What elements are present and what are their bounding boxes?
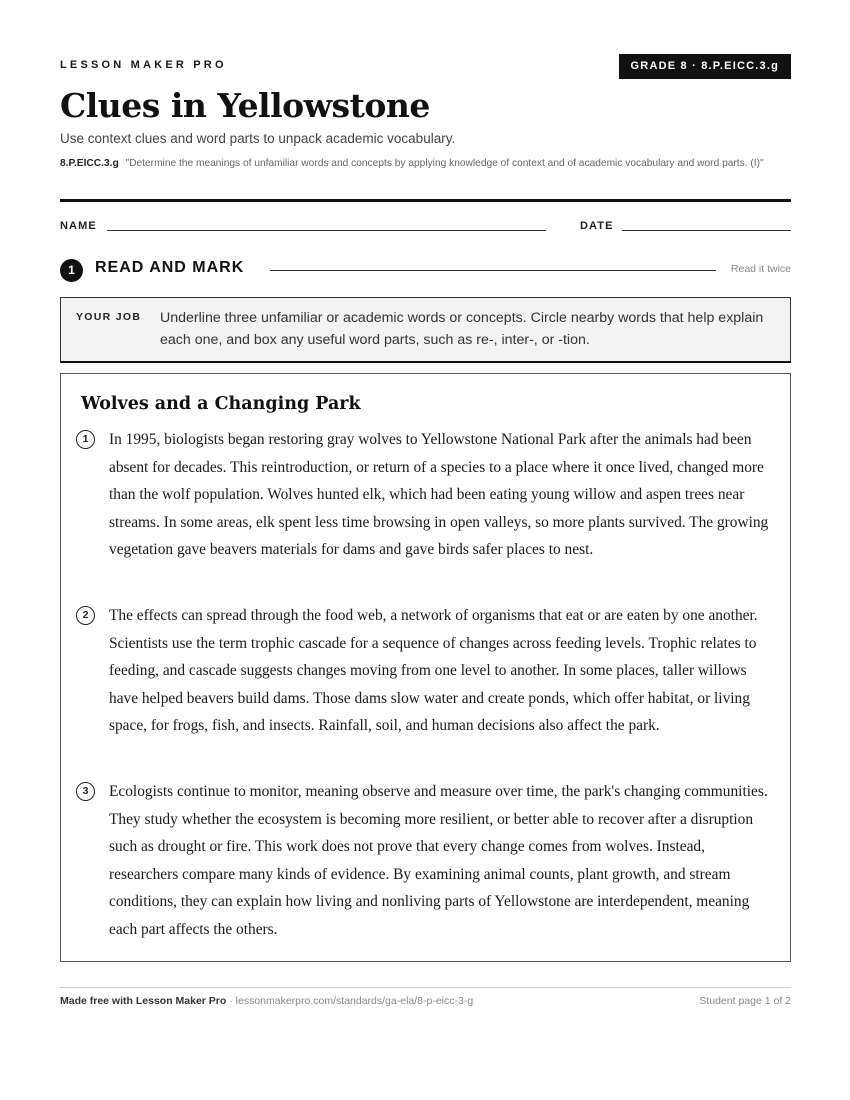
paragraph: The effects can spread through the food web, a network of organisms that eat or are eaten by one another. Scientists use the term trophic cascade for a sequence of changes across feeding levels. Trophic relates to feeding, and cascade suggests changes moving from one level to another. In some places, taller willows have helped beavers build dams. Those dams slow water and create ponds, which offer habitat, or living space, for frogs, fish, and insects. Rainfall, soil, and human decisions also affect the park. bbox=[109, 607, 758, 735]
paragraph-number: 2 bbox=[76, 606, 95, 625]
paragraph: Ecologists continue to monitor, meaning observe and measure over time, the park's changing communities. They study whether the ecosystem is becoming more resilient, or better able to recover after a disruption such as drought or fire. This work does not prove that every change comes from wolves. Instead, researchers compare many kinds of evidence. By examining animal counts, plant growth, and stream conditions, they can explain how living and nonliving parts of Yellowstone are interdependent, meaning each part affects the others. bbox=[109, 783, 768, 938]
footer-separator: · bbox=[226, 995, 236, 1007]
passage-title: Wolves and a Changing Park bbox=[81, 394, 361, 414]
section-title: READ AND MARK bbox=[95, 259, 245, 276]
footer-url[interactable]: lessonmakerpro.com/standards/ga-ela/8-p-eicc-3-g bbox=[235, 995, 474, 1007]
paragraph-number: 3 bbox=[76, 782, 95, 801]
instructions-label: YOUR JOB bbox=[76, 311, 142, 323]
reading-passage bbox=[60, 373, 791, 962]
page-title: Clues in Yellowstone bbox=[60, 86, 430, 125]
paragraph: In 1995, biologists began restoring gray wolves to Yellowstone National Park after the animals had been absent for decades. This reintroduction, or return of a species to a place where it once lived, changed more than the wolf population. Wolves hunted elk, which had been eating young willow and aspen trees near streams. In some areas, elk spent less time browsing in open valleys, so more plants survived. The growing vegetation gave beavers materials for dams and gave birds safer places to nest. bbox=[109, 431, 769, 559]
name-label: NAME bbox=[60, 220, 97, 232]
date-label: DATE bbox=[580, 220, 614, 232]
header-divider bbox=[60, 199, 791, 202]
footer bbox=[60, 995, 791, 1009]
paragraph-number: 1 bbox=[76, 430, 95, 449]
standard-description bbox=[60, 156, 791, 172]
instructions-box bbox=[60, 297, 791, 363]
footer-divider bbox=[60, 987, 791, 988]
section-header bbox=[60, 258, 791, 282]
standard-code: 8.P.EICC.3.g bbox=[60, 158, 119, 169]
page-subtitle: Use context clues and word parts to unpack academic vocabulary. bbox=[60, 131, 456, 146]
date-field[interactable] bbox=[622, 230, 791, 231]
instructions-text: Underline three unfamiliar or academic words or concepts. Circle nearby words that help explain each one, and box any useful word parts, such as re-, inter-, or -tion. bbox=[160, 310, 764, 348]
grade-badge: GRADE 8 · 8.P.EICC.3.g bbox=[619, 54, 791, 79]
section-note: Read it twice bbox=[730, 263, 791, 275]
brand-row bbox=[60, 54, 791, 80]
name-date-row bbox=[60, 220, 791, 236]
footer-page-number: Student page 1 of 2 bbox=[699, 995, 791, 1007]
name-field[interactable] bbox=[107, 230, 546, 231]
section-divider bbox=[270, 270, 716, 271]
standard-text: "Determine the meanings of unfamiliar words and concepts by applying knowledge of context and of academic vocabulary and word parts. (I)" bbox=[125, 158, 764, 169]
footer-made-with: Made free with Lesson Maker Pro bbox=[60, 995, 227, 1007]
brand-name: LESSON MAKER PRO bbox=[60, 59, 227, 71]
section-number: 1 bbox=[60, 259, 83, 282]
